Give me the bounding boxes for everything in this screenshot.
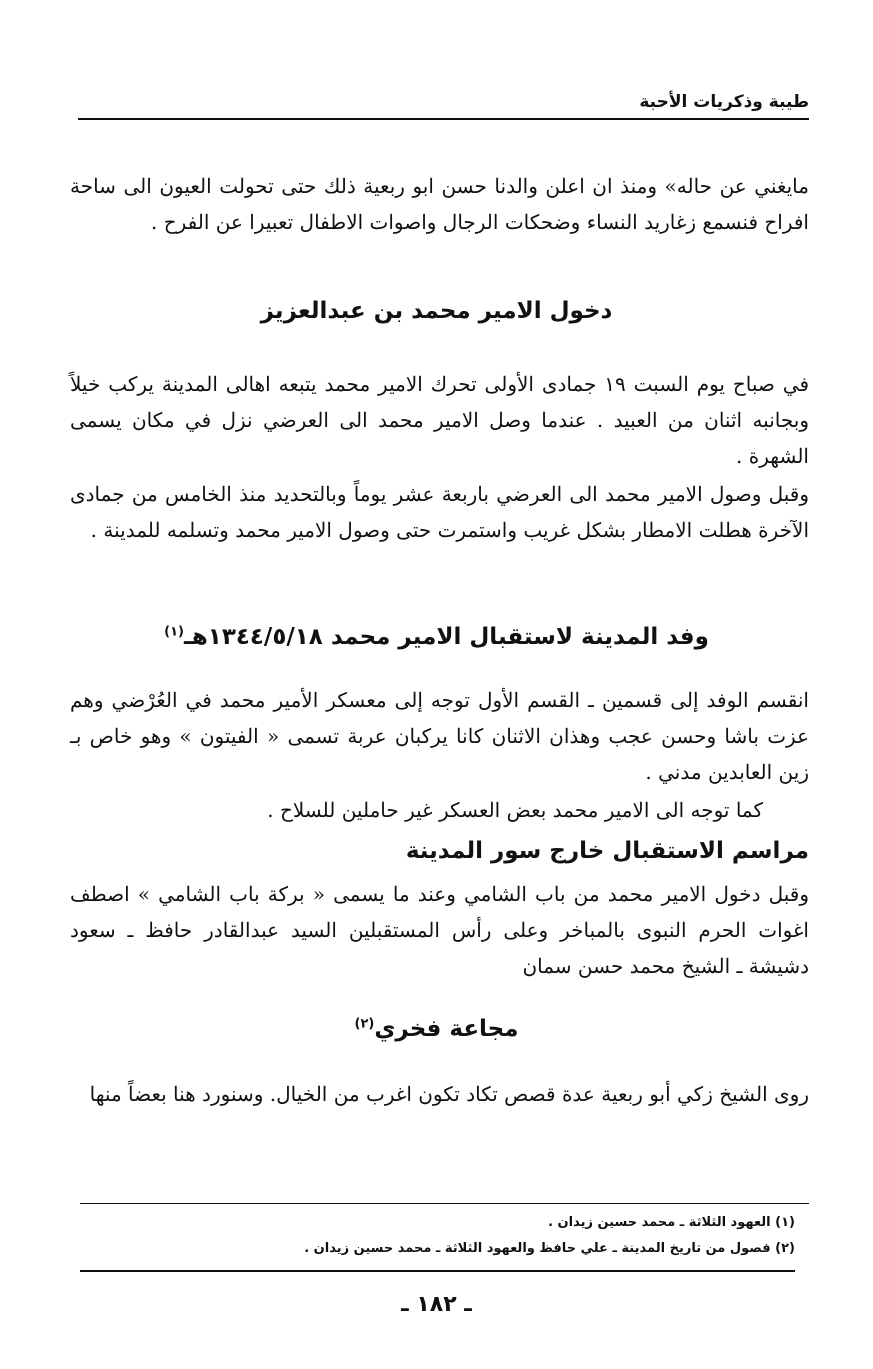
heading-delegation-text: وفد المدينة لاستقبال الامير محمد ١٣٤٤/٥/١٨هـ: [183, 624, 709, 650]
heading-entry-of-prince: دخول الامير محمد بن عبدالعزيز: [260, 298, 613, 324]
header-rule: [78, 118, 809, 120]
footnote-divider: [80, 1203, 809, 1204]
heading-ceremony: مراسم الاستقبال خارج سور المدينة: [405, 838, 809, 864]
footnotes: [80, 1210, 795, 1262]
heading-famine-text: مجاعة فخري: [374, 1016, 519, 1042]
footnote-ref-2: (٢): [354, 1016, 375, 1032]
running-header: طيبة وذكريات الأحبة: [639, 92, 809, 112]
paragraph-famine: روى الشيخ زكي أبو ربعية عدة قصص تكاد تكون اغرب من الخيال. وسنورد هنا بعضاً منها: [89, 1082, 809, 1106]
footer-rule: [80, 1270, 795, 1272]
paragraph-opening: مايغني عن حاله» ومنذ ان اعلن والدنا حسن ابو ربعية ذلك حتى تحولت العيون الى ساحة افراح فنسمع زغاريد النساء وضحكات الرجال واصوات الاطفال تعبيرا عن الفرح .: [70, 174, 809, 234]
footnote-ref-1: (١): [164, 624, 184, 640]
paragraph-ceremony: وقبل دخول الامير محمد من باب الشامي وعند ما يسمى « بركة باب الشامي » اصطف اغوات الحرم النبوى بالمباخر وعلى رأس المستقبلين السيد عبدالقادر حافظ ـ سعود دشيشة ـ الشيخ محمد حسن سمان: [70, 882, 809, 978]
page-number: ـ ١٨٢ ـ: [401, 1292, 472, 1317]
heading-famine: [0, 1016, 873, 1042]
paragraph-saturday-morning: في صباح يوم السبت ١٩ جمادى الأولى تحرك الامير محمد يتبعه اهالى المدينة يركب خيلاً وبجانبه اثنان من العبيد . عندما وصل الامير محمد الى العرضي نزل في مكان يسمى الشهرة .: [70, 372, 809, 468]
heading-delegation: [0, 624, 873, 650]
footnote-1: (١) العهود الثلاثة ـ محمد حسين زيدان .: [548, 1215, 795, 1230]
paragraph-soldiers: كما توجه الى الامير محمد بعض العسكر غير حاملين للسلاح .: [267, 798, 763, 822]
paragraph-delegation-split: انقسم الوفد إلى قسمين ـ القسم الأول توجه إلى معسكر الأمير محمد في العُرْضي وهم عزت باشا وحسن عجب وهذان الاثنان كانا يركبان عربة تسمى « الفيتون » وهو خاص بـ زين العابدين مدني .: [70, 688, 809, 784]
paragraph-rains: وقبل وصول الامير محمد الى العرضي باربعة عشر يوماً وبالتحديد منذ الخامس من جمادى الآخرة هطلت الامطار بشكل غريب واستمرت حتى وصول الامير محمد وتسلمه للمدينة .: [70, 482, 809, 542]
footnote-2: (٢) فصول من تاريخ المدينة ـ علي حافظ والعهود الثلاثة ـ محمد حسين زيدان .: [304, 1241, 795, 1256]
